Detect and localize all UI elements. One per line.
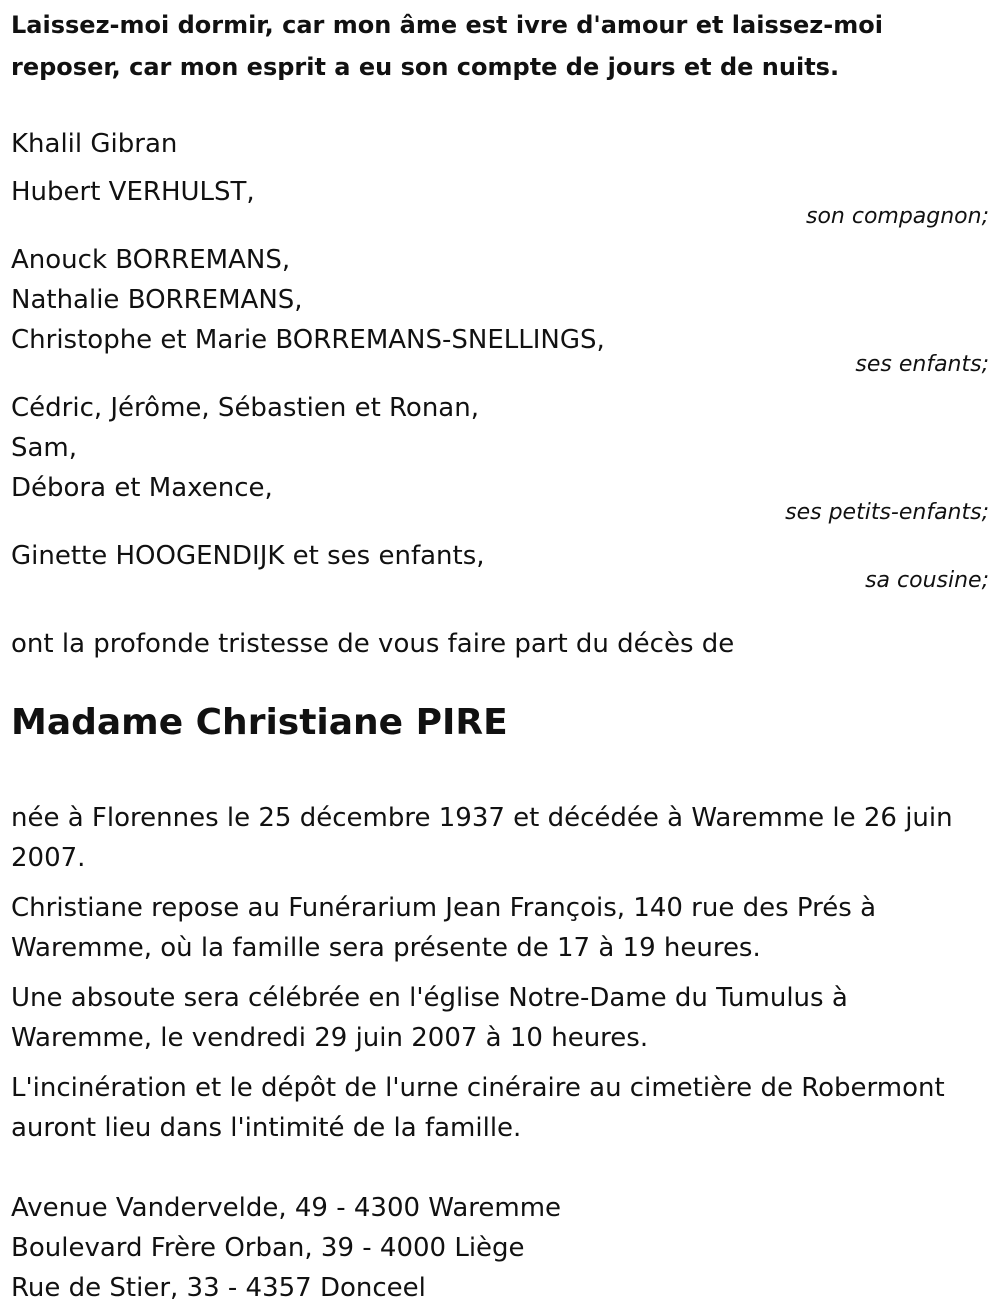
family-member: Hubert VERHULST,: [11, 177, 255, 207]
address-list: [11, 1188, 991, 1308]
birth-death-paragraph: née à Florennes le 25 décembre 1937 et décédée à Waremme le 26 juin 2007.: [11, 803, 953, 873]
service-paragraph: Une absoute sera célébrée en l'église Notre-Dame du Tumulus à Waremme, le vendredi 29 juin 2007 à 10 heures.: [11, 983, 848, 1053]
address-line: Rue de Stier, 33 - 4357 Donceel: [11, 1273, 426, 1303]
family-member: Cédric, Jérôme, Sébastien et Ronan,: [11, 393, 479, 423]
family-group: [11, 536, 991, 596]
epigraph-quote: Laissez-moi dormir, car mon âme est ivre d'amour et laissez-moi reposer, car mon esprit a eu son compte de jours et de nuits.: [11, 11, 883, 81]
obituary-notice: [11, 0, 991, 1308]
family-relation: ses enfants;: [855, 352, 989, 377]
family-member: Nathalie BORREMANS,: [11, 285, 303, 315]
family-member: Sam,: [11, 433, 78, 463]
family-group: [11, 172, 991, 232]
announcement-text: ont la profonde tristesse de vous faire part du décès de: [11, 629, 735, 659]
family-member: Débora et Maxence,: [11, 473, 273, 503]
deceased-name: Madame Christiane PIRE: [11, 702, 508, 743]
family-member: Christophe et Marie BORREMANS-SNELLINGS,: [11, 325, 605, 355]
cremation-paragraph: L'incinération et le dépôt de l'urne cinéraire au cimetière de Robermont auront lieu dans l'intimité de la famille.: [11, 1073, 945, 1143]
address-line: Boulevard Frère Orban, 39 - 4000 Liège: [11, 1233, 525, 1263]
viewing-paragraph: Christiane repose au Funérarium Jean François, 140 rue des Prés à Waremme, où la famille sera présente de 17 à 19 heures.: [11, 893, 876, 963]
family-relation: son compagnon;: [805, 204, 989, 229]
family-member: Ginette HOOGENDIJK et ses enfants,: [11, 541, 485, 571]
family-group: [11, 388, 991, 528]
family-relation: ses petits-enfants;: [785, 500, 989, 525]
address-line: Avenue Vandervelde, 49 - 4300 Waremme: [11, 1193, 562, 1223]
epigraph-author: Khalil Gibran: [11, 129, 178, 159]
family-relation: sa cousine;: [865, 568, 989, 593]
family-list: [11, 172, 991, 596]
family-group: [11, 240, 991, 380]
family-member: Anouck BORREMANS,: [11, 245, 291, 275]
